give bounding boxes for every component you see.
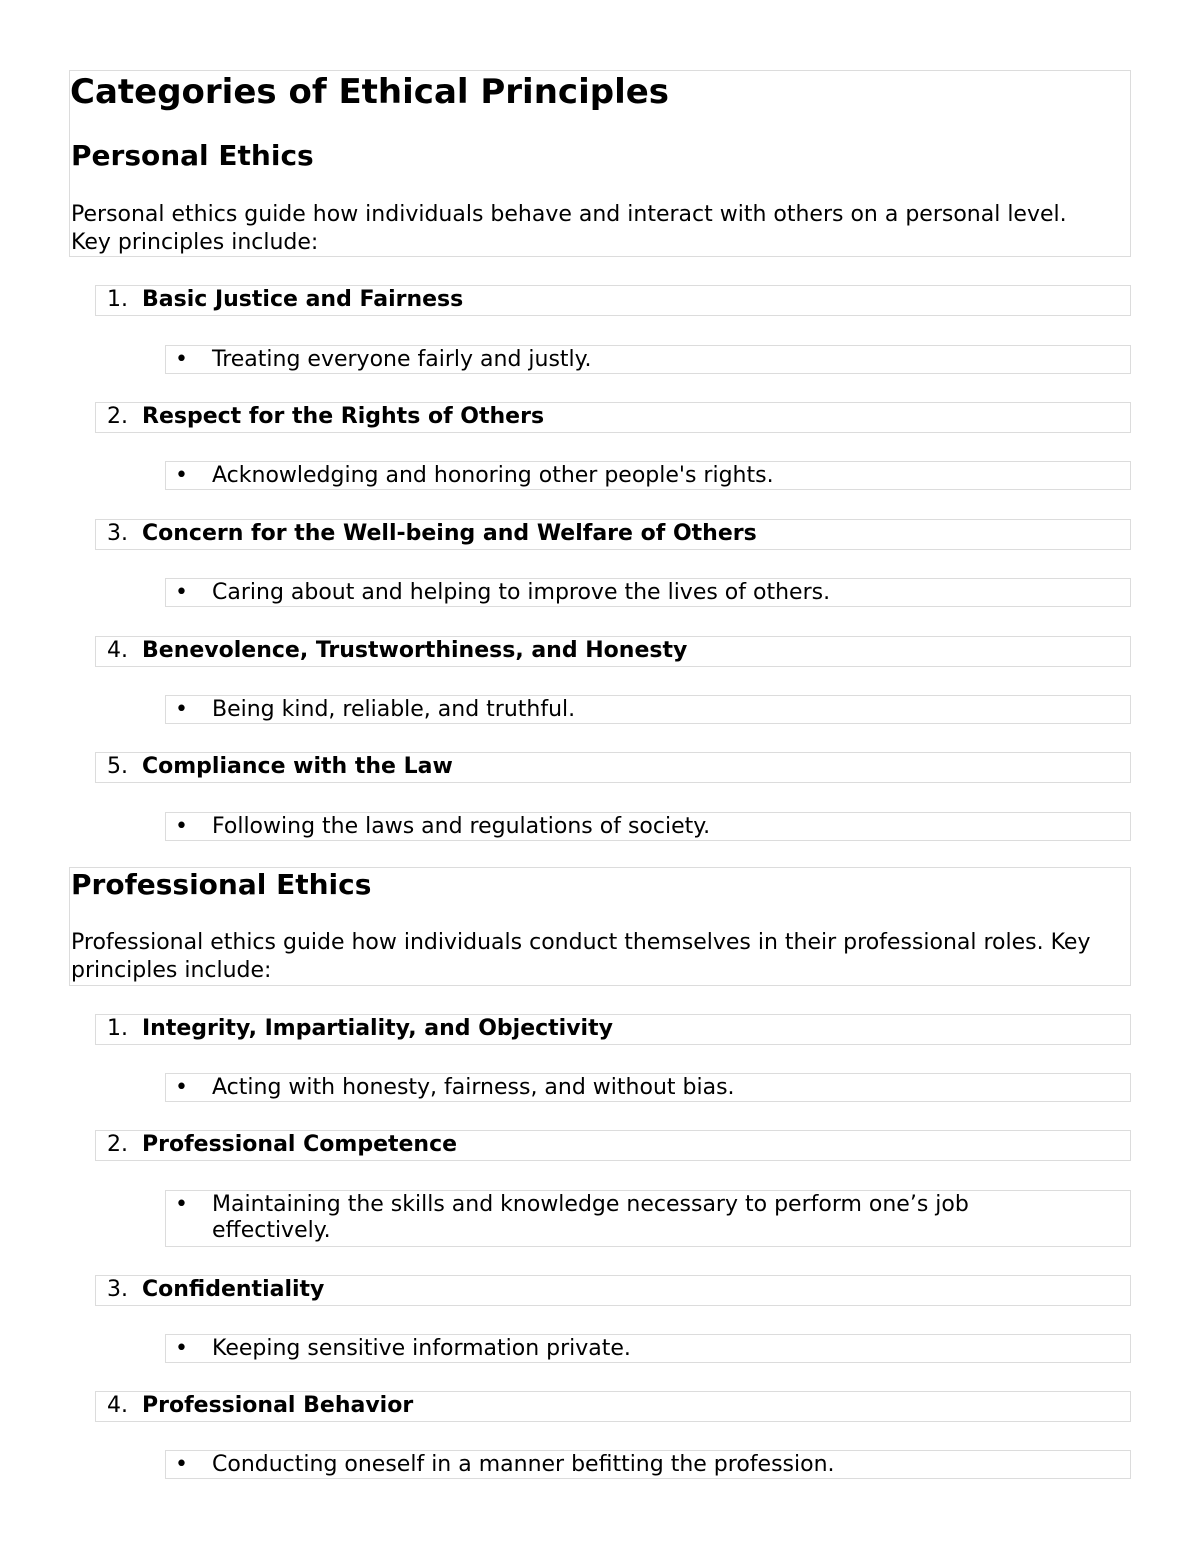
bullet-icon: •: [175, 814, 188, 839]
page-title: Categories of Ethical Principles: [70, 72, 670, 112]
bullet-icon: •: [175, 580, 188, 605]
list-item-detail-text: Acknowledging and honoring other people's rights.: [212, 463, 774, 488]
list-item-detail: [165, 1334, 1131, 1363]
bullet-icon: •: [175, 1452, 188, 1477]
list-item: [95, 636, 1131, 667]
list-item-label: Respect for the Rights of Others: [142, 404, 545, 429]
section-heading-professional-ethics: Professional Ethics: [71, 868, 372, 901]
bullet-icon: •: [175, 1336, 188, 1361]
list-item-detail: [165, 578, 1131, 607]
list-item-label: Compliance with the Law: [142, 754, 453, 779]
list-item-number: 2.: [107, 1132, 128, 1157]
list-item-detail-text: Following the laws and regulations of society.: [212, 814, 711, 839]
section-heading-personal-ethics: Personal Ethics: [71, 139, 314, 172]
list-item-detail: [165, 461, 1131, 490]
list-item: [95, 1275, 1131, 1306]
list-item: [95, 285, 1131, 316]
list-item-detail-text: Acting with honesty, fairness, and without bias.: [212, 1075, 735, 1100]
list-item-number: 1.: [107, 1016, 128, 1041]
list-item-detail-text: Caring about and helping to improve the lives of others.: [212, 580, 831, 605]
list-item-detail-text: Being kind, reliable, and truthful.: [212, 697, 576, 722]
list-item-number: 2.: [107, 404, 128, 429]
list-item-number: 3.: [107, 1277, 128, 1302]
list-item: [95, 1391, 1131, 1422]
list-item-number: 4.: [107, 638, 128, 663]
list-item-number: 5.: [107, 754, 128, 779]
list-item-detail: [165, 1073, 1131, 1102]
list-item-detail: [165, 1190, 1131, 1247]
list-item-detail: [165, 812, 1131, 841]
list-item-number: 4.: [107, 1393, 128, 1418]
list-item-label: Professional Behavior: [142, 1393, 414, 1418]
list-item-detail-text: Conducting oneself in a manner befitting the profession.: [212, 1452, 835, 1477]
list-item-detail-text: Keeping sensitive information private.: [212, 1336, 631, 1361]
list-item-detail: [165, 1450, 1131, 1479]
bullet-icon: •: [175, 1192, 188, 1217]
section-intro-professional-ethics: Professional ethics guide how individuals conduct themselves in their professional roles. Key principles include:: [71, 930, 1091, 983]
list-item: [95, 1014, 1131, 1045]
list-item-number: 3.: [107, 521, 128, 546]
list-item-detail-text: Maintaining the skills and knowledge necessary to perform one’s job effectively.: [212, 1192, 969, 1243]
list-item-label: Concern for the Well-being and Welfare of Others: [142, 521, 757, 546]
list-item-detail-text: Treating everyone fairly and justly.: [212, 347, 592, 372]
list-item: [95, 402, 1131, 433]
bullet-icon: •: [175, 347, 188, 372]
list-item-number: 1.: [107, 287, 128, 312]
list-item: [95, 519, 1131, 550]
list-item-label: Confidentiality: [142, 1277, 325, 1302]
bullet-icon: •: [175, 1075, 188, 1100]
list-item-label: Integrity, Impartiality, and Objectivity: [142, 1016, 613, 1041]
bullet-icon: •: [175, 697, 188, 722]
list-item: [95, 1130, 1131, 1161]
bullet-icon: •: [175, 463, 188, 488]
list-item: [95, 752, 1131, 783]
section-intro-personal-ethics: Personal ethics guide how individuals behave and interact with others on a personal level. Key principles include:: [71, 202, 1067, 255]
list-item-detail: [165, 345, 1131, 374]
list-item-label: Professional Competence: [142, 1132, 458, 1157]
list-item-label: Basic Justice and Fairness: [142, 287, 464, 312]
list-item-label: Benevolence, Trustworthiness, and Honesty: [142, 638, 688, 663]
list-item-detail: [165, 695, 1131, 724]
